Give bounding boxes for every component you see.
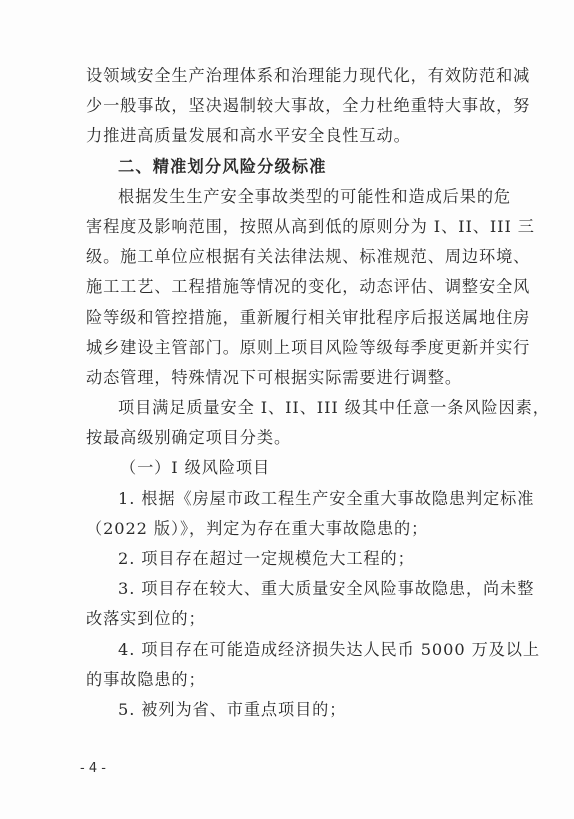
section-heading: 二、精准划分风险分级标准: [118, 156, 327, 176]
list-item: 1. 根据《房屋市政工程生产安全重大事故隐患判定标准: [118, 488, 535, 508]
paragraph-line: 城乡建设主管部门。原则上项目风险等级每季度更新并实行: [86, 337, 531, 357]
document-body: [86, 61, 550, 725]
list-item: 2. 项目存在超过一定规模危大工程的；: [118, 549, 415, 568]
list-item-continuation: 改落实到位的；: [86, 609, 206, 629]
paragraph-line: 设领域安全生产治理体系和治理能力现代化，有效防范和减: [86, 66, 531, 85]
paragraph-line: 施工工艺、工程措施等情况的变化，动态评估、调整安全风: [86, 277, 531, 297]
subsection-heading: （一）I 级风险项目: [120, 458, 271, 478]
list-item: 3. 项目存在较大、重大质量安全风险事故隐患，尚未整: [118, 579, 535, 599]
paragraph-line: 级。施工单位应根据有关法律法规、标准规范、周边环境、: [86, 247, 531, 267]
page-number: - 4 -: [80, 761, 106, 776]
paragraph-line: 少一般事故，坚决遏制较大事故，全力杜绝重特大事故，努: [86, 96, 531, 116]
list-item: 4. 项目存在可能造成经济损失达人民币 5000 万及以上: [118, 639, 540, 659]
paragraph-line: 按最高级别确定项目分类。: [86, 428, 292, 448]
list-item: 5. 被列为省、市重点项目的；: [118, 699, 347, 719]
list-item-continuation: （2022 版）》，判定为存在重大事故隐患的；: [86, 518, 429, 538]
paragraph-line: 根据发生生产安全事故类型的可能性和造成后果的危: [118, 186, 512, 206]
list-item-continuation: 的事故隐患的；: [86, 669, 206, 689]
paragraph-line: 害程度及影响范围，按照从高到低的原则分为 I、II、III 三: [86, 216, 535, 236]
paragraph-line: 力推进高质量发展和高水平安全良性互动。: [86, 126, 411, 146]
paragraph-line: 险等级和管控措施，重新履行相关审批程序后报送属地住房: [86, 307, 531, 327]
paragraph-line: 动态管理，特殊情况下可根据实际需要进行调整。: [86, 367, 462, 387]
paragraph-line: 项目满足质量安全 I、II、III 级其中任意一条风险因素，: [118, 398, 550, 418]
